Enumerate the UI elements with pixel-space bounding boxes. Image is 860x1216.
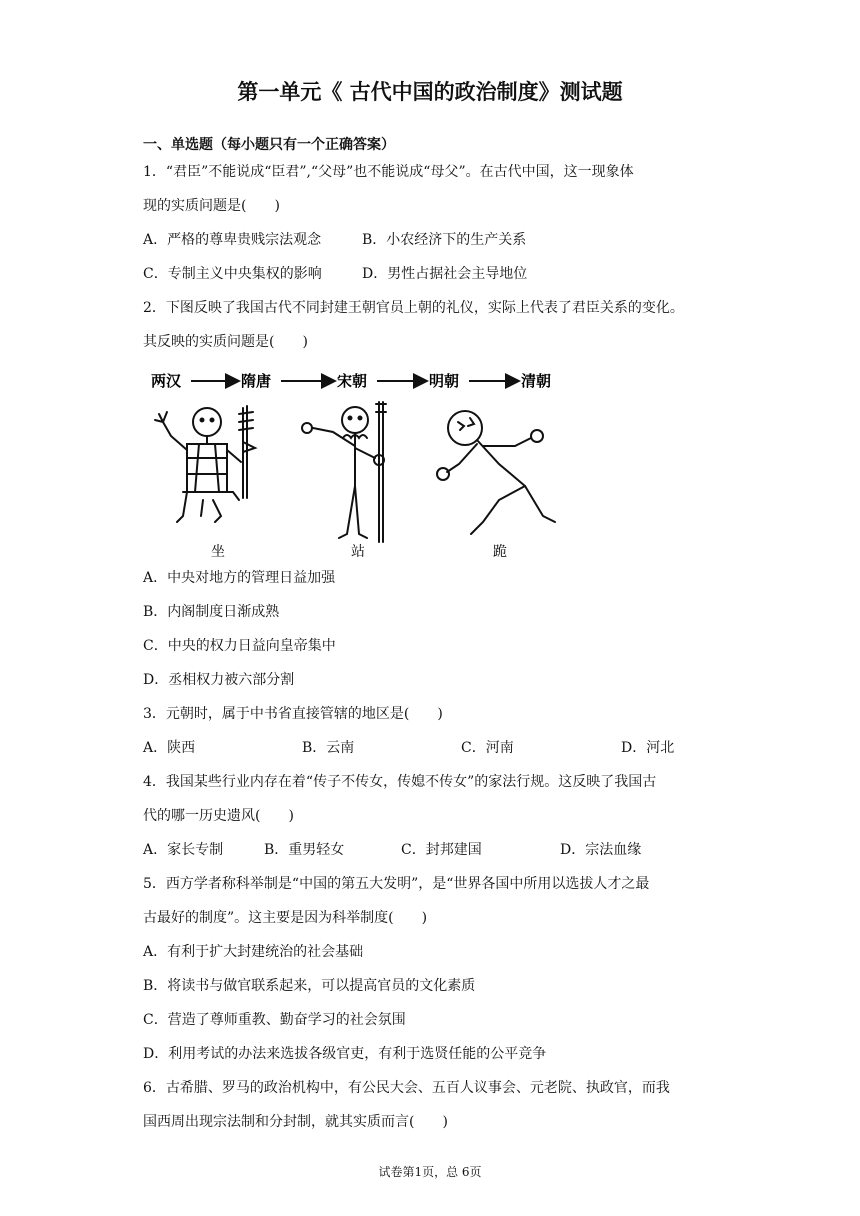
question-2-line-1: 2．下图反映了我国古代不同封建王朝官员上朝的礼仪，实际上代表了君臣关系的变化。 (143, 300, 684, 316)
dynasty-label-4: 清朝 (521, 372, 552, 390)
section-heading: 一、单选题（每小题只有一个正确答案） (143, 137, 395, 153)
question-4-option-a: A．家长专制 (143, 842, 224, 858)
page-footer: 试卷第1页，总 6页 (378, 1165, 482, 1179)
court-etiquette-figure (143, 366, 583, 562)
question-1-option-d: D．男性占据社会主导地位 (362, 266, 528, 282)
question-5-option-b: B．将读书与做官联系起来，可以提高官员的文化素质 (143, 978, 476, 994)
question-6-line-1: 6．古希腊、罗马的政治机构中，有公民大会、五百人议事会、元老院、执政官，而我 (143, 1080, 670, 1096)
question-3-option-a: A．陕西 (143, 740, 196, 756)
question-2-option-a: A．中央对地方的管理日益加强 (143, 570, 336, 586)
posture-label-1: 站 (351, 544, 365, 560)
dynasty-label-0: 两汉 (151, 372, 182, 390)
question-1-option-a: A．严格的尊卑贵贱宗法观念 (143, 232, 322, 248)
question-5-line-2: 古最好的制度”。这主要是因为科举制度( ) (143, 910, 428, 926)
question-1-option-b: B．小农经济下的生产关系 (362, 232, 527, 248)
question-5-line-1: 5．西方学者称科举制是“中国的第五大发明”，是“世界各国中所用以选拔人才之最 (143, 876, 650, 892)
question-3-option-d: D．河北 (621, 740, 675, 756)
question-5-option-c: C．营造了尊师重教、勤奋学习的社会氛围 (143, 1012, 406, 1028)
kneeling-official-drawing (437, 411, 555, 534)
question-3-line-1: 3．元朝时，属于中书省直接管辖的地区是( ) (143, 706, 443, 722)
question-6-line-2: 国西周出现宗法制和分封制，就其实质而言( ) (143, 1114, 448, 1130)
question-3-option-b: B．云南 (302, 740, 355, 756)
question-2-line-2: 其反映的实质问题是( ) (143, 334, 308, 350)
question-2-option-c: C．中央的权力日益向皇帝集中 (143, 638, 336, 654)
posture-label-0: 坐 (211, 544, 225, 560)
question-1-option-c: C．专制主义中央集权的影响 (143, 266, 322, 282)
question-2-option-d: D．丞相权力被六部分割 (143, 672, 295, 688)
dynasty-label-3: 明朝 (429, 372, 460, 390)
question-4-line-2: 代的哪一历史遗风( ) (143, 808, 294, 824)
question-2-option-b: B．内阁制度日渐成熟 (143, 604, 280, 620)
question-1-line-1: 1．“君臣”不能说成“臣君”,“父母”也不能说成“母父”。在古代中国，这一现象体 (143, 164, 634, 180)
dynasty-label-2: 宋朝 (337, 372, 368, 390)
question-4-option-d: D．宗法血缘 (560, 842, 642, 858)
page-title: 第一单元《 古代中国的政治制度》测试题 (237, 80, 623, 104)
standing-official-drawing (302, 402, 386, 542)
dynasty-label-1: 隋唐 (241, 372, 272, 390)
question-4-line-1: 4．我国某些行业内存在着“传子不传女，传媳不传女”的家法行规。这反映了我国古 (143, 774, 657, 790)
question-1-line-2: 现的实质问题是( ) (143, 198, 280, 214)
question-4-option-b: B．重男轻女 (264, 842, 345, 858)
question-5-option-a: A．有利于扩大封建统治的社会基础 (143, 944, 364, 960)
seated-official-drawing (155, 406, 255, 522)
question-4-option-c: C．封邦建国 (401, 842, 482, 858)
question-3-option-c: C．河南 (461, 740, 514, 756)
question-5-option-d: D．利用考试的办法来选拔各级官吏，有利于选贤任能的公平竞争 (143, 1046, 547, 1062)
posture-label-2: 跪 (493, 544, 507, 560)
